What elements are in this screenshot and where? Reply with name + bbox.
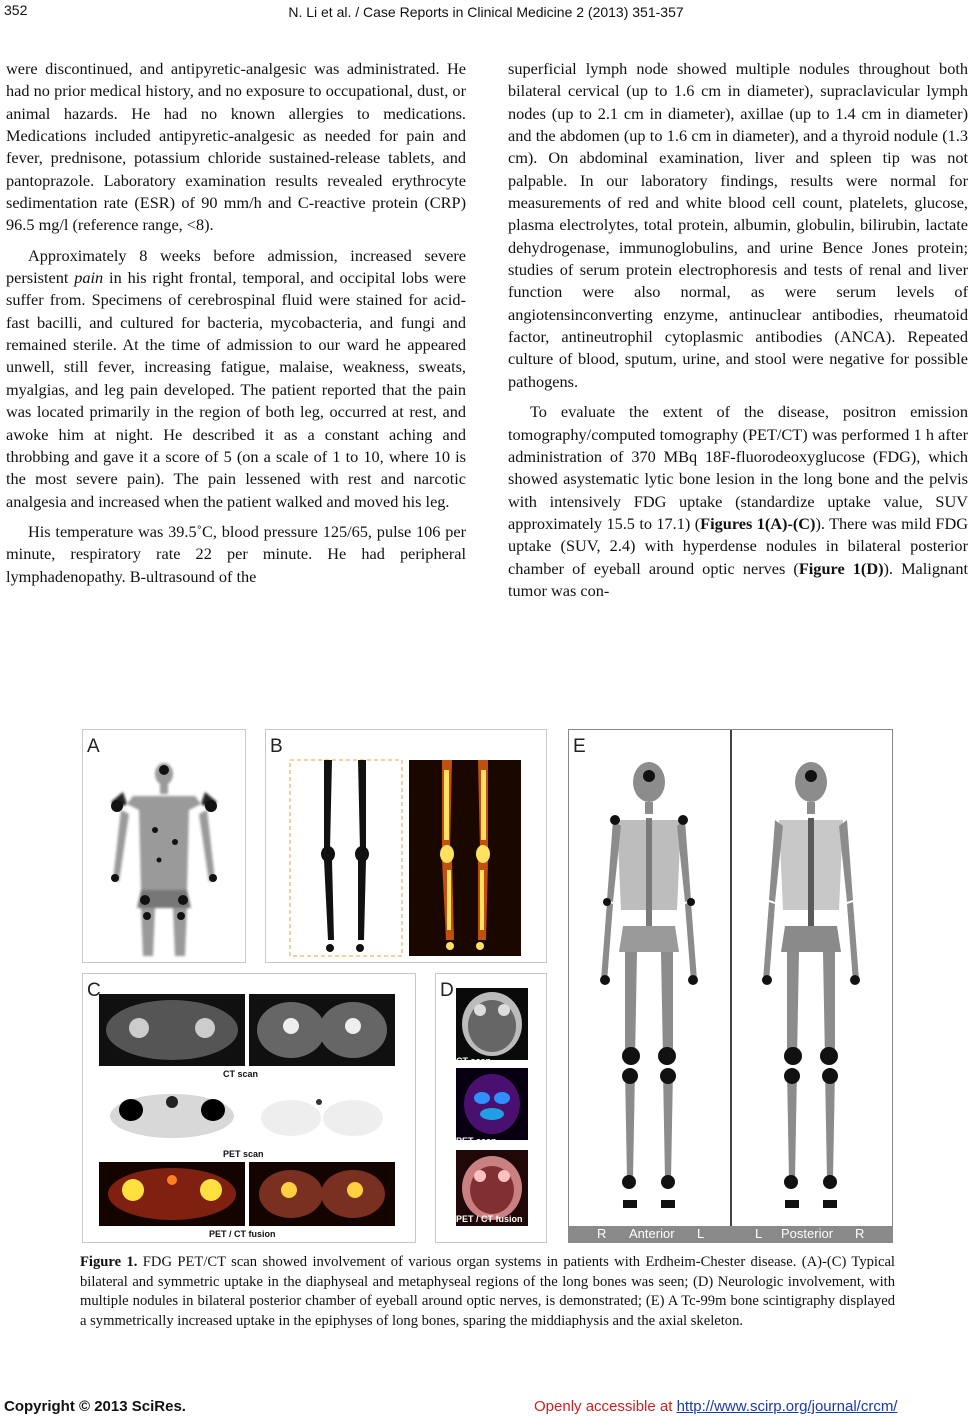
paragraph: His temperature was 39.5˚C, blood pressure 125/65, pulse 106 per minute, respiratory rate 22 per minute. He had peripheral lymphadenopathy. B-ultrasound of the (6, 521, 466, 586)
paragraph: were discontinued, and antipyretic-analgesic was administrated. He had no prior medical history, and no exposure to occupational, dust, or animal hazards. He had no known allergies to medications. Medications included antipyretic-analgesic as needed for pain and fever, prednisone, potassium chloride sustained-release tablets, and pantoprazole. Laboratory examination results revealed erythrocyte sedimentation rate (ESR) of 90 mm/h and C-reactive protein (CRP) 96.5 mg/l (reference range, <8). (6, 59, 466, 235)
panel-a (82, 729, 246, 963)
figure-ref-link[interactable]: Figure 1(D) (798, 558, 884, 578)
panel-c (82, 973, 416, 1243)
pet-ct-fusion-label: PET / CT fusion (209, 1229, 276, 1239)
panel-b (265, 729, 547, 963)
panel-label-d: D (440, 980, 454, 1001)
right-column (508, 58, 968, 602)
open-access-notice: Openly accessible at http://www.scirp.org/journal/crcm/ (534, 1398, 898, 1415)
caption-label: Figure 1. (80, 1254, 138, 1270)
figure-ref-link[interactable]: Figures 1(A)-(C) (700, 513, 816, 533)
pet-mip-image (83, 730, 245, 962)
running-head: N. Li et al. / Case Reports in Clinical Medicine 2 (2013) 351-357 (288, 4, 684, 20)
view-label: R (855, 1226, 865, 1241)
orbit-axial-images (436, 974, 546, 1242)
paragraph: superficial lymph node showed multiple nodules throughout both bilateral cervical (up to 1.6 cm in diameter), supraclavicular lymph nodes (up to 2.1 cm in diameter), axillae (up to 1.4 cm in diameter) and the abdomen (up to 1.6 cm in diameter), and a thyroid nodule (1.3 cm). On abdominal examination, liver and spleen tip was not palpable. In our laboratory findings, results were normal for measurements of red and white blood cell count, platelets, glucose, plasma electrolytes, total protein, albumin, globulin, bilirubin, lactate dehydrogenase, immunoglobulins, and urine Bence Jones protein; studies of serum protein electrophoresis and tests of renal and liver function were also normal, as were serum levels of angiotensinconverting enzyme, antinuclear antibodies, rheumatoid factor, antineutrophil cytoplasmic antibodies (ANCA). Repeated culture of blood, sputum, urine, and stool were negative for possible pathogens. (508, 59, 968, 391)
pet-ct-fusion-label: PET / CT fusion (456, 1214, 523, 1224)
panel-label-e: E (573, 736, 586, 757)
panel-label-b: B (270, 736, 283, 757)
leg-pet-images (266, 730, 546, 962)
view-label: Anterior (629, 1226, 675, 1241)
panel-d (435, 973, 547, 1243)
journal-url-link[interactable]: http://www.scirp.org/journal/crcm/ (676, 1398, 898, 1415)
ct-scan-label: CT scan (223, 1069, 259, 1079)
panel-label-c: C (87, 980, 101, 1001)
paragraph: Approximately 8 weeks before admission, increased severe persistent pain in his right frontal, temporal, and occipital lobs were suffer from. Specimens of cerebrospinal fluid were stained for acid-fast bacilli, and cultured for bacteria, mycobacteria, and fungi and remained sterile. At the time of admission to our ward he appeared unwell, still fever, increasing fatigue, malaise, weakness, sweats, myalgias, and leg pain developed. The patient reported that the pain was located primarily in the region of both leg, occurred at rest, and awoke him at night. He described it as a constant aching and throbbing and gave it a score of 5 (on a scale of 1 to 10, where 10 is the most severe pain). The pain lessened with rest and narcotic analgesia and increased when the patient walked and moved his leg. (6, 245, 466, 511)
page-number: 352 (4, 2, 28, 18)
pet-scan-label: PET scan (456, 1136, 497, 1146)
paragraph: To evaluate the extent of the disease, positron emission tomography/computed tomography (PET/CT) was performed 1 h after administration of 370 MBq 18F-fluorodeoxyglucose (FDG), which showed asystematic lytic bone lesion in the long bone and the pelvis with intensively FDG uptake (standardize uptake value, SUV approximately 15.5 to 17.1) (Figures 1(A)-(C)). There was mild FDG uptake (SUV, 2.4) with hyperdense nodules in bilateral posterior chamber of eyeball around optic nerves (Figure 1(D)). Malignant tumor was con- (508, 402, 969, 600)
bone-scintigraphy-image (569, 730, 892, 1242)
view-label: L (755, 1226, 763, 1241)
figure-caption (80, 1253, 895, 1331)
caption-text: FDG PET/CT scan showed involvement of various organ systems in patients with Erdheim-Chester disease. (A)-(C) Typical bilateral and symmetric uptake in the diaphyseal and metaphyseal regions of the long bones was seen; (D) Neurologic involvement, with multiple nodules in bilateral posterior chamber of eyeball around optic nerves, is demonstrated; (E) A Tc-99m bone scintigraphy displayed a symmetrically increased uptake in the epiphyses of long bones, sparing the middiaphysis and the axial skeleton. (80, 1254, 895, 1329)
panel-label-a: A (87, 736, 100, 757)
view-label: Posterior (781, 1226, 834, 1241)
left-column (6, 58, 466, 588)
pelvis-axial-images (83, 974, 415, 1242)
view-label: L (697, 1226, 705, 1241)
view-label-bar (569, 1226, 892, 1242)
panel-e (568, 729, 893, 1243)
copyright: Copyright © 2013 SciRes. (4, 1398, 186, 1415)
ct-scan-label: CT scan (456, 1056, 492, 1066)
pet-scan-label: PET scan (223, 1149, 264, 1159)
view-label: R (597, 1226, 607, 1241)
